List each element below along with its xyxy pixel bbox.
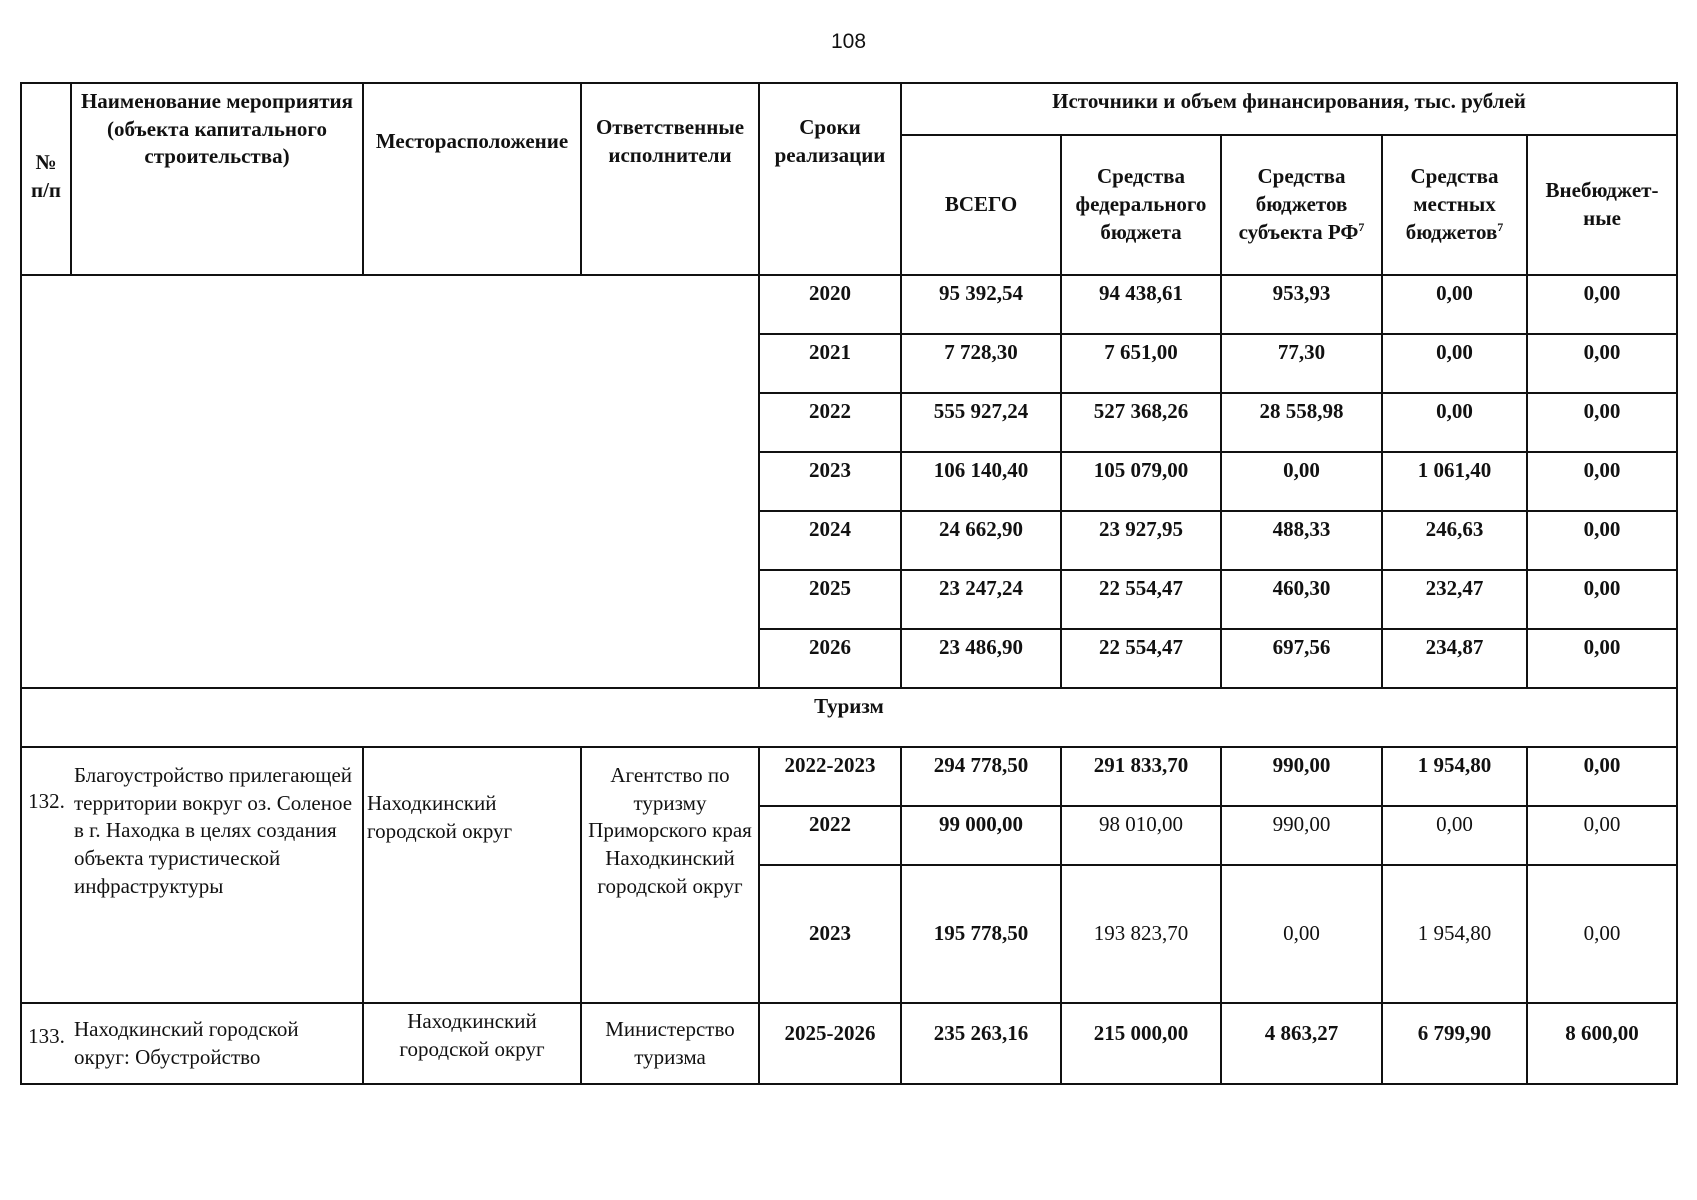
col-header-responsible: Ответственные исполнители xyxy=(581,83,759,275)
summary-year: 2024 xyxy=(759,511,901,570)
item-132-extra: 0,00 xyxy=(1527,806,1677,865)
summary-extra: 0,00 xyxy=(1527,629,1677,688)
summary-total: 24 662,90 xyxy=(901,511,1061,570)
section-title: Туризм xyxy=(21,688,1677,747)
summary-local: 0,00 xyxy=(1382,393,1527,452)
col-header-sources: Источники и объем финансирования, тыс. рублей xyxy=(901,83,1677,135)
item-132-year: 2022-2023 xyxy=(759,747,901,806)
item-132-federal: 98 010,00 xyxy=(1061,806,1221,865)
summary-year: 2026 xyxy=(759,629,901,688)
col-header-location: Месторасположение xyxy=(363,83,581,275)
summary-federal: 94 438,61 xyxy=(1061,275,1221,334)
item-132-local: 0,00 xyxy=(1382,806,1527,865)
item-132-total: 99 000,00 xyxy=(901,806,1061,865)
item-132-subject: 0,00 xyxy=(1221,865,1382,1003)
col-header-num: № п/п xyxy=(21,83,71,275)
item-132-total: 294 778,50 xyxy=(901,747,1061,806)
item-132-subject: 990,00 xyxy=(1221,806,1382,865)
summary-row xyxy=(21,275,1677,334)
summary-total: 23 247,24 xyxy=(901,570,1061,629)
item-132-federal: 193 823,70 xyxy=(1061,865,1221,1003)
item-132-extra: 0,00 xyxy=(1527,865,1677,1003)
item-133-name: Находкинский городской округ: Обустройство xyxy=(71,1003,363,1084)
summary-subject: 953,93 xyxy=(1221,275,1382,334)
summary-subject: 488,33 xyxy=(1221,511,1382,570)
col-header-local-text: Средства местных бюджетов xyxy=(1405,164,1499,244)
item-133-local: 6 799,90 xyxy=(1382,1003,1527,1084)
col-header-extra: Внебюджет-ные xyxy=(1527,135,1677,275)
item-133-row xyxy=(21,1003,1677,1084)
item-133-federal: 215 000,00 xyxy=(1061,1003,1221,1084)
summary-local: 246,63 xyxy=(1382,511,1527,570)
summary-local: 232,47 xyxy=(1382,570,1527,629)
header-row-1 xyxy=(21,83,1677,135)
summary-local: 1 061,40 xyxy=(1382,452,1527,511)
col-header-name: Наименование мероприятия (объекта капитального строительства) xyxy=(71,83,363,275)
summary-extra: 0,00 xyxy=(1527,275,1677,334)
item-133-responsible: Министерство туризма xyxy=(581,1003,759,1084)
summary-federal: 22 554,47 xyxy=(1061,629,1221,688)
col-header-federal: Средства федерального бюджета xyxy=(1061,135,1221,275)
summary-federal: 22 554,47 xyxy=(1061,570,1221,629)
summary-local: 234,87 xyxy=(1382,629,1527,688)
summary-subject: 77,30 xyxy=(1221,334,1382,393)
footnote-mark: 7 xyxy=(1497,219,1504,234)
summary-extra: 0,00 xyxy=(1527,570,1677,629)
col-header-terms: Сроки реализации xyxy=(759,83,901,275)
summary-federal: 7 651,00 xyxy=(1061,334,1221,393)
summary-extra: 0,00 xyxy=(1527,511,1677,570)
summary-total: 555 927,24 xyxy=(901,393,1061,452)
item-132-responsible: Агентство по туризму Приморского края Находкинский городской округ xyxy=(581,747,759,1003)
summary-local: 0,00 xyxy=(1382,334,1527,393)
item-132-location: Находкинский городской округ xyxy=(363,747,581,1003)
summary-federal: 105 079,00 xyxy=(1061,452,1221,511)
item-132-extra: 0,00 xyxy=(1527,747,1677,806)
summary-year: 2020 xyxy=(759,275,901,334)
summary-subject: 460,30 xyxy=(1221,570,1382,629)
col-header-subject-text: Средства бюджетов субъекта РФ xyxy=(1238,164,1359,244)
summary-federal: 527 368,26 xyxy=(1061,393,1221,452)
summary-year: 2022 xyxy=(759,393,901,452)
col-header-total: ВСЕГО xyxy=(901,135,1061,275)
section-row xyxy=(21,688,1677,747)
item-132-year: 2023 xyxy=(759,865,901,1003)
footnote-mark: 7 xyxy=(1358,219,1365,234)
financing-table xyxy=(20,82,1678,1085)
summary-subject: 0,00 xyxy=(1221,452,1382,511)
item-132-subject: 990,00 xyxy=(1221,747,1382,806)
summary-extra: 0,00 xyxy=(1527,393,1677,452)
item-133-location: Находкинский городской округ xyxy=(363,1003,581,1084)
item-132-total: 195 778,50 xyxy=(901,865,1061,1003)
summary-local: 0,00 xyxy=(1382,275,1527,334)
summary-extra: 0,00 xyxy=(1527,334,1677,393)
summary-total: 7 728,30 xyxy=(901,334,1061,393)
summary-year: 2023 xyxy=(759,452,901,511)
summary-extra: 0,00 xyxy=(1527,452,1677,511)
item-133-total: 235 263,16 xyxy=(901,1003,1061,1084)
summary-total: 23 486,90 xyxy=(901,629,1061,688)
summary-total: 95 392,54 xyxy=(901,275,1061,334)
summary-subject: 28 558,98 xyxy=(1221,393,1382,452)
summary-year: 2021 xyxy=(759,334,901,393)
item-132-row xyxy=(21,747,1677,806)
item-132-num: 132. xyxy=(21,747,71,1003)
item-132-local: 1 954,80 xyxy=(1382,747,1527,806)
item-132-federal: 291 833,70 xyxy=(1061,747,1221,806)
summary-federal: 23 927,95 xyxy=(1061,511,1221,570)
page-number: 108 xyxy=(830,30,867,53)
summary-year: 2025 xyxy=(759,570,901,629)
item-132-local: 1 954,80 xyxy=(1382,865,1527,1003)
item-132-year: 2022 xyxy=(759,806,901,865)
item-133-year: 2025-2026 xyxy=(759,1003,901,1084)
item-133-extra: 8 600,00 xyxy=(1527,1003,1677,1084)
summary-total: 106 140,40 xyxy=(901,452,1061,511)
col-header-local xyxy=(1382,135,1527,275)
item-132-name: Благоустройство прилегающей территории вокруг оз. Соленое в г. Находка в целях создания объекта туристической инфраструктуры xyxy=(71,747,363,1003)
summary-empty-cell xyxy=(21,275,759,688)
item-133-num: 133. xyxy=(21,1003,71,1084)
summary-subject: 697,56 xyxy=(1221,629,1382,688)
item-133-subject: 4 863,27 xyxy=(1221,1003,1382,1084)
col-header-subject xyxy=(1221,135,1382,275)
